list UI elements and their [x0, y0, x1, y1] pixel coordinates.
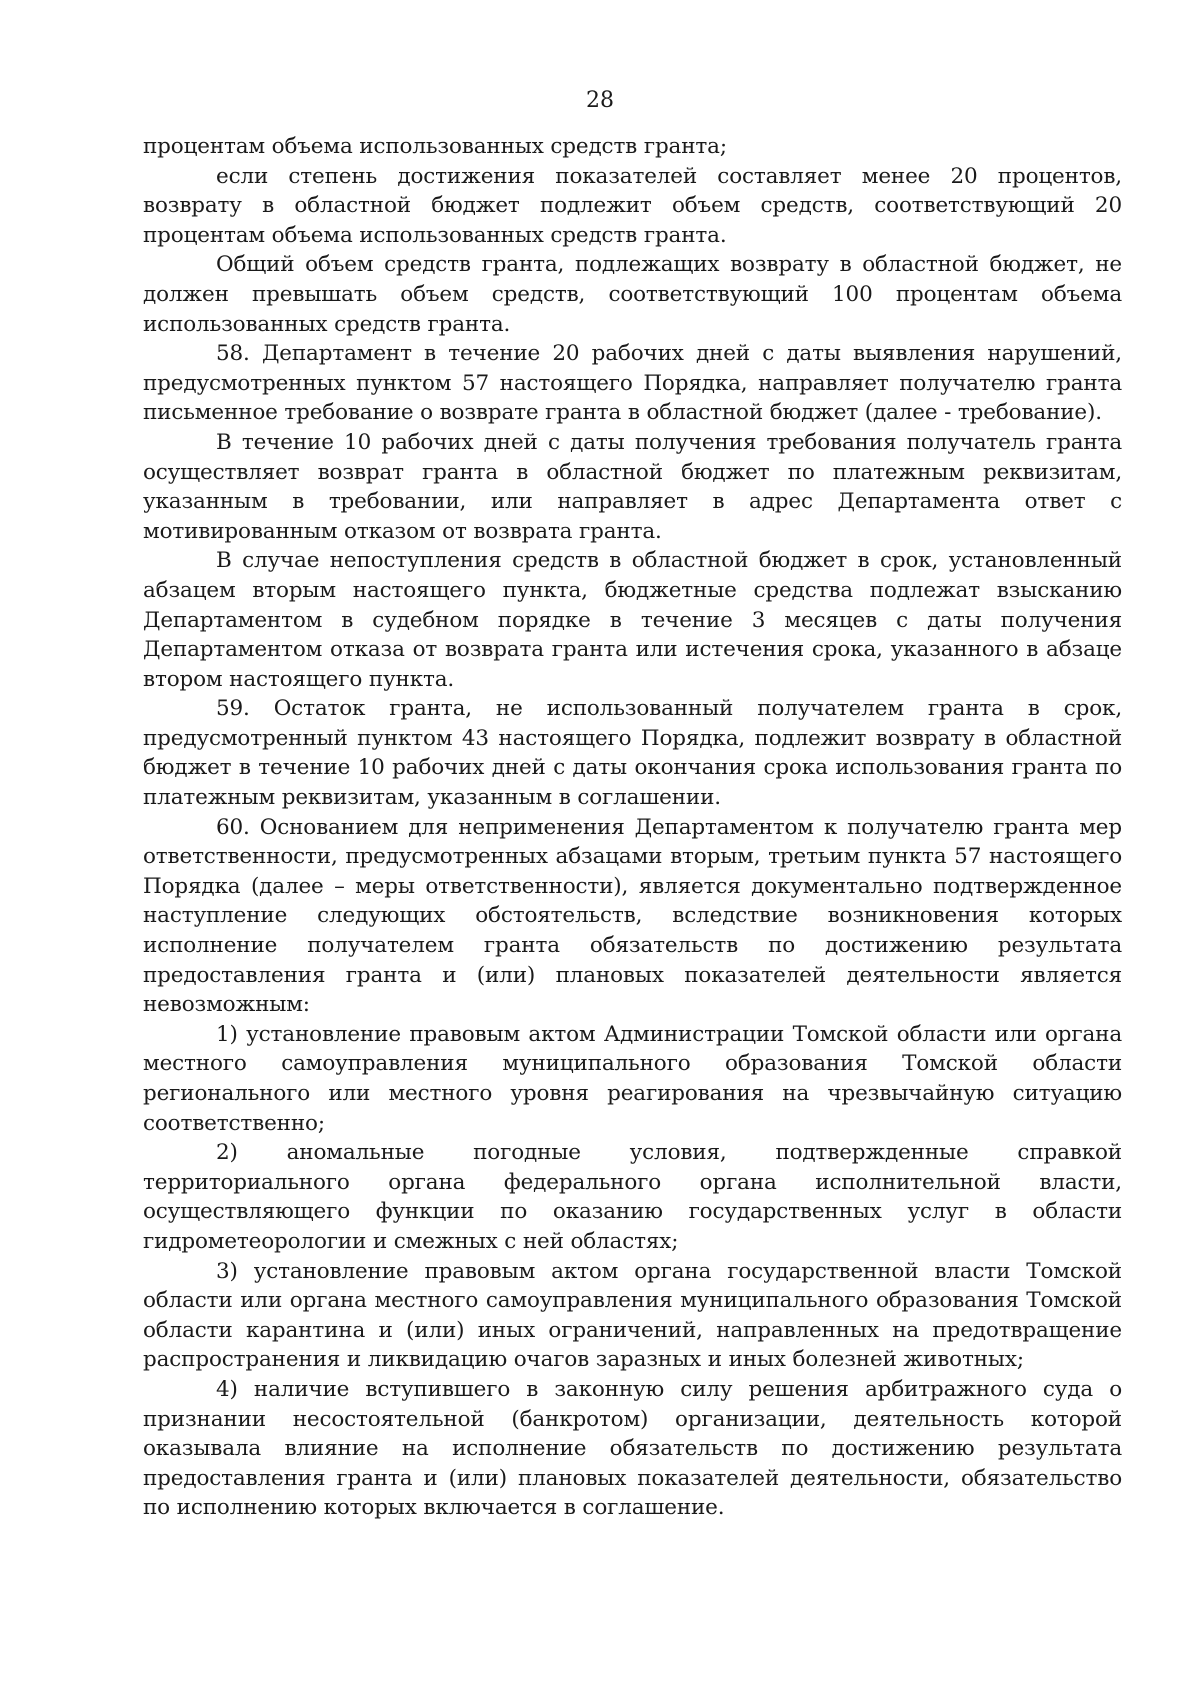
clause-60-item-4: 4) наличие вступившего в законную силу решения арбитражного суда о признании несостоятельной (банкротом) организации, деятельность которой оказывала влияние на исполнение обязательств по достижению результата предоставления гранта и (или) плановых показателей деятельности, обязательство по исполнению которых включается в соглашение. [143, 1376, 1122, 1521]
clause-58: 58. Департамент в течение 20 рабочих дней с даты выявления нарушений, предусмотренных пунктом 57 настоящего Порядка, направляет получателю гранта письменное требование о возврате гранта в областной бюджет (далее - требование). [143, 341, 1122, 426]
paragraph-total-return-limit: Общий объем средств гранта, подлежащих возврату в областной бюджет, не должен превышать объем средств, соответствующий 100 процентам объема использованных средств гранта. [143, 252, 1122, 337]
clause-60: 60. Основанием для неприменения Департаментом к получателю гранта мер ответственности, предусмотренных абзацами вторым, третьим пункта 57 настоящего Порядка (далее – меры ответственности), является документально подтвержденное наступление следующих обстоятельств, вследствие возникновения которых исполнение получателем гранта обязательств по достижению результата предоставления гранта и (или) плановых показателей деятельности является невозможным: [143, 814, 1122, 1018]
clause-60-item-2: 2) аномальные погодные условия, подтвержденные справкой территориального органа федерального органа исполнительной власти, осуществляющего функции по оказанию государственных услуг в области гидрометеорологии и смежных с ней областях; [143, 1140, 1122, 1254]
clause-58-return-term: В течение 10 рабочих дней с даты получения требования получатель гранта осуществляет возврат гранта в областной бюджет по платежным реквизитам, указанным в требовании, или направляет в адрес Департамента ответ с мотивированным отказом от возврата гранта. [143, 429, 1122, 544]
clause-58-court-recovery: В случае непоступления средств в областной бюджет в срок, установленный абзацем вторым настоящего пункта, бюджетные средства подлежат взысканию Департаментом в судебном порядке в течение 3 месяцев с даты получения Департаментом отказа от возврата гранта или истечения срока, указанного в абзаце втором настоящего пункта. [143, 548, 1122, 692]
paragraph-under-20-percent: если степень достижения показателей составляет менее 20 процентов, возврату в областной бюджет подлежит объем средств, соответствующий 20 процентам объема использованных средств гранта. [143, 163, 1122, 248]
paragraph-continuation: процентам объема использованных средств гранта; [143, 134, 727, 159]
clause-60-item-3: 3) установление правовым актом органа государственной власти Томской области или органа местного самоуправления муниципального образования Томской области карантина и (или) иных ограничений, направленных на предотвращение распространения и ликвидацию очагов заразных и иных болезней животных; [143, 1258, 1122, 1373]
clause-59: 59. Остаток гранта, не использованный получателем гранта в срок, предусмотренный пунктом 43 настоящего Порядка, подлежит возврату в областной бюджет в течение 10 рабочих дней с даты окончания срока использования гранта по платежным реквизитам, указанным в соглашении. [143, 696, 1122, 811]
document-body [143, 132, 1122, 1523]
page-number: 28 [586, 88, 614, 113]
clause-60-item-1: 1) установление правовым актом Администрации Томской области или органа местного самоуправления муниципального образования Томской области регионального или местного уровня реагирования на чрезвычайную ситуацию соответственно; [143, 1021, 1122, 1136]
